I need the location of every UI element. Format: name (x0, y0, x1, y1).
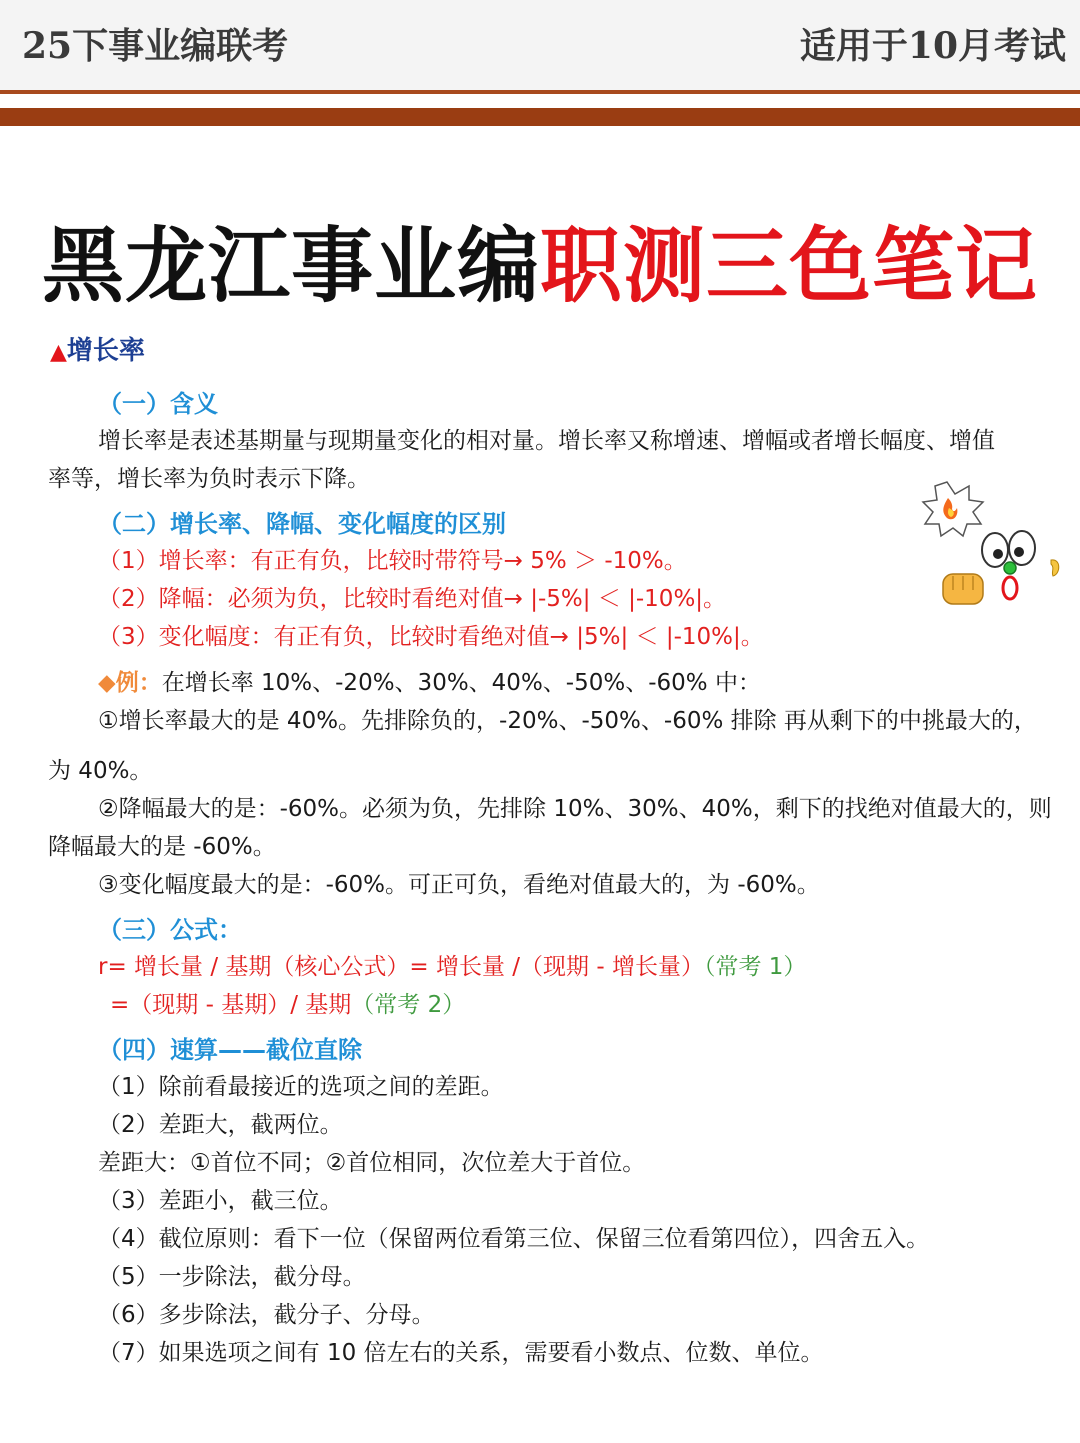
formula-1-note: （常考 1） (703, 954, 807, 980)
formula-line-2 (110, 992, 465, 1020)
header-rule-thick (0, 108, 1080, 126)
topic-heading (50, 336, 145, 367)
header-left-title: 25下事业编联考 (22, 25, 289, 67)
main-title-black: 黑龙江事业编 (41, 219, 540, 314)
section-1-heading: （一）含义 (98, 390, 218, 418)
main-title (0, 219, 1080, 314)
example-line (98, 670, 761, 698)
main-title-red: 职测三色笔记 (540, 219, 1039, 314)
example-2-line-1: ②降幅最大的是：-60%。必须为负，先排除 10%、30%、40%，剩下的找绝对值最大的，则 (98, 796, 1052, 822)
quick-calc-item-2: （2）差距大，截两位。 (98, 1112, 343, 1138)
formula-line-1 (98, 954, 806, 982)
diamond-bullet-icon: ◆例： (98, 670, 162, 696)
formula-2-note: （常考 2） (351, 992, 466, 1018)
formula-1: r= 增长量 / 基期（核心公式）= 增长量 /（现期 - 增长量） (98, 954, 704, 980)
quick-calc-note: 差距大：①首位不同；②首位相同，次位差大于首位。 (98, 1150, 646, 1176)
quick-calc-item-6: （6）多步除法，截分子、分母。 (98, 1302, 435, 1328)
section-1-para-line-2: 率等，增长率为负时表示下降。 (48, 466, 370, 492)
section-2-heading: （二）增长率、降幅、变化幅度的区别 (98, 510, 506, 538)
rule-decline-rate: （2）降幅：必须为负，比较时看绝对值→ |-5%| ＜ |-10%|。 (98, 586, 727, 612)
header-rule-thin (0, 90, 1080, 94)
quick-calc-item-3: （3）差距小，截三位。 (98, 1188, 343, 1214)
formula-2: =（现期 - 基期）/ 基期 (110, 992, 352, 1018)
page-header (0, 0, 1080, 90)
emoji-face-sticker-icon (915, 478, 1065, 613)
example-1-line-2: 为 40%。 (48, 758, 153, 784)
section-3-heading: （三）公式： (98, 916, 242, 944)
quick-calc-item-1: （1）除前看最接近的选项之间的差距。 (98, 1074, 504, 1100)
rule-growth-rate: （1）增长率：有正有负，比较时带符号→ 5% ＞ -10%。 (98, 548, 687, 574)
quick-calc-item-4: （4）截位原则：看下一位（保留两位看第三位、保留三位看第四位），四舍五入。 (98, 1226, 930, 1252)
rule-change-rate: （3）变化幅度：有正有负，比较时看绝对值→ |5%| ＜ |-10%|。 (98, 624, 764, 650)
section-4-heading: （四）速算——截位直除 (98, 1036, 362, 1064)
triangle-bullet-icon: ▲ (50, 340, 67, 365)
example-text: 在增长率 10%、-20%、30%、40%、-50%、-60% 中： (161, 670, 761, 696)
section-1-para-line-1: 增长率是表述基期量与现期量变化的相对量。增长率又称增速、增幅或者增长幅度、增值 (98, 428, 995, 454)
topic-label: 增长率 (66, 336, 145, 366)
quick-calc-item-5: （5）一步除法，截分母。 (98, 1264, 366, 1290)
example-2-line-2: 降幅最大的是 -60%。 (48, 834, 276, 860)
quick-calc-item-7: （7）如果选项之间有 10 倍左右的关系，需要看小数点、位数、单位。 (98, 1340, 824, 1366)
header-right-title: 适用于10月考试 (799, 25, 1066, 67)
example-3-line: ③变化幅度最大的是：-60%。可正可负，看绝对值最大的，为 -60%。 (98, 872, 820, 898)
example-1-line-1: ①增长率最大的是 40%。先排除负的，-20%、-50%、-60% 排除 再从剩下的中挑最大的， (98, 708, 1037, 734)
